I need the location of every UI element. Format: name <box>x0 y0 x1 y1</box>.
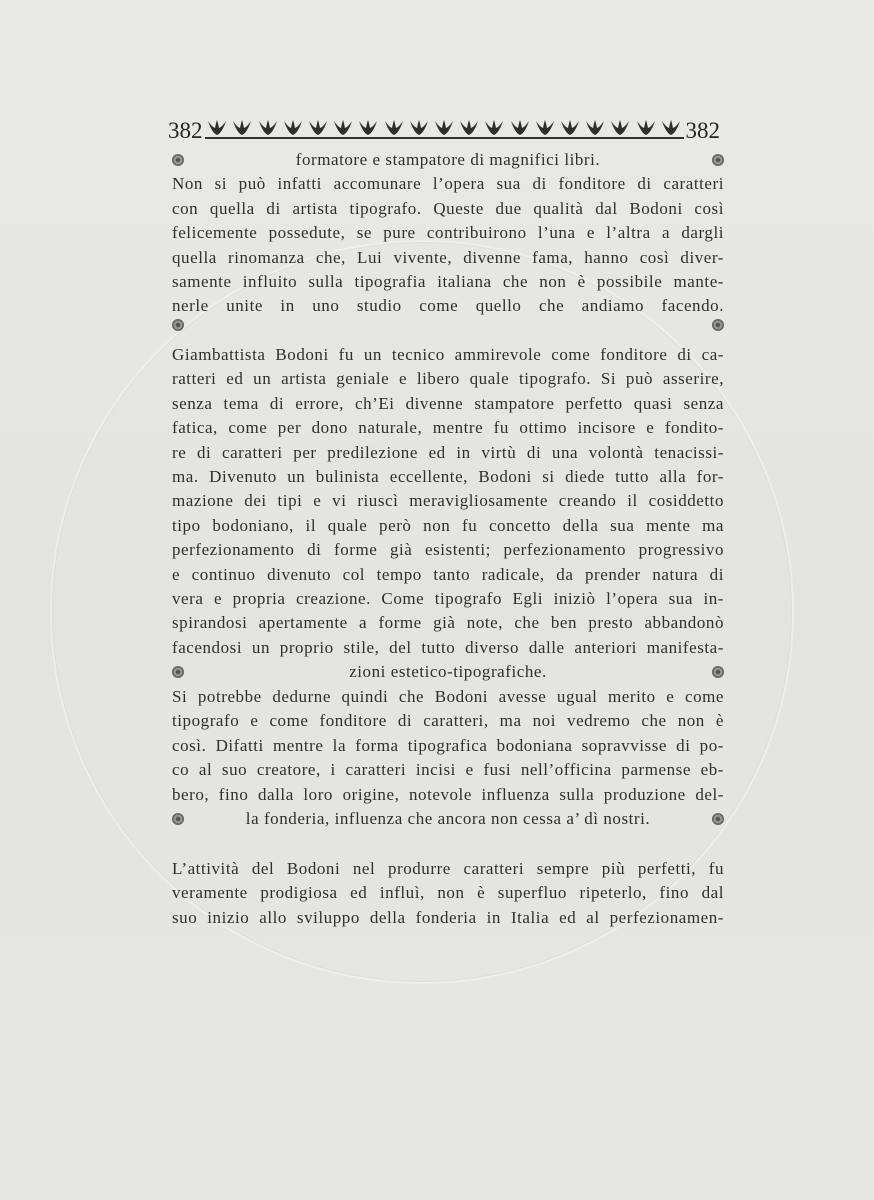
leaf-ornament-icon <box>559 119 581 137</box>
leaf-ornament-icon <box>458 119 480 137</box>
text-line: co al suo creatore, i caratteri incisi e fusi nell’officina parmense eb- <box>172 760 724 780</box>
text-line: nerle unite in uno studio come quello che andiamo facendo. <box>172 296 724 316</box>
text-line: Giambattista Bodoni fu un tecnico ammirevole come fonditore di ca- <box>172 345 724 364</box>
text-line: re di caratteri per predilezione ed in virtù di una volontà tenacissi- <box>172 442 724 462</box>
text-line: Non si può infatti accomunare l’opera sua di fonditore di caratteri <box>172 174 724 194</box>
text-line: tipografo e come fonditore di caratteri, ma noi vedremo che non è <box>172 711 724 731</box>
leaf-ornament-icon <box>660 119 682 137</box>
paragraph-end-line <box>172 319 724 331</box>
leaf-ornament-icon <box>534 119 556 137</box>
leaf-ornament-icon <box>584 119 606 137</box>
text-line: perfezionamento di forme già esistenti; perfezionamento progressivo <box>172 540 724 560</box>
text-line: formatore e stampatore di magnifici libri. <box>295 150 601 169</box>
flower-ornament-icon <box>712 154 724 166</box>
leaf-ornament-icon <box>307 119 329 137</box>
leaf-ornament-icon <box>231 119 253 137</box>
leaf-ornament-icon <box>635 119 657 137</box>
paragraph-2 <box>172 343 724 685</box>
paragraph-end-line <box>172 148 724 172</box>
leaf-ornament-icon <box>483 119 505 137</box>
text-line: tipo bodoniano, il quale però non fu concetto della sua mente ma <box>172 515 724 535</box>
leaf-ornament-icon <box>383 119 405 137</box>
paragraph-1 <box>172 148 724 331</box>
running-header <box>168 113 720 145</box>
page-number-left: 382 <box>168 118 203 143</box>
text-line: samente influito sulla tipografia italiana che non è possibile mante- <box>172 272 724 292</box>
leaf-ornament-icon <box>509 119 531 137</box>
flower-ornament-icon <box>172 813 184 825</box>
leaf-ornament-icon <box>433 119 455 137</box>
text-line: zioni estetico-tipografiche. <box>349 662 547 682</box>
leaf-ornament-icon <box>206 119 228 137</box>
flower-ornament-icon <box>712 813 724 825</box>
leaf-ornament-icon <box>332 119 354 137</box>
flower-ornament-icon <box>712 666 724 678</box>
text-line: suo inizio allo sviluppo della fonderia in Italia ed al perfezionamen- <box>172 907 724 927</box>
text-line: bero, fino dalla loro origine, notevole influenza sulla produzione del- <box>172 784 724 804</box>
leaf-ornament-icon <box>408 119 430 137</box>
paragraph-end-line <box>172 807 724 831</box>
text-line: senza tema di errore, ch’Ei divenne stampatore perfetto quasi senza <box>172 393 724 413</box>
text-line: e continuo divenuto col tempo tanto radicale, da prender natura di <box>172 564 724 584</box>
paragraph-end-line <box>172 660 724 684</box>
text-line: ratteri ed un artista geniale e libero quale tipografo. Si può asserire, <box>172 369 724 389</box>
paragraph-3 <box>172 685 724 831</box>
text-line: veramente prodigiosa ed influì, non è superfluo ripeterlo, fino dal <box>172 883 724 903</box>
paragraph-4 <box>172 857 724 930</box>
text-line: Si potrebbe dedurne quindi che Bodoni avesse ugual merito e come <box>172 687 724 706</box>
leaf-ornament-icon <box>357 119 379 137</box>
text-line: la fonderia, influenza che ancora non cessa a’ dì nostri. <box>245 809 651 829</box>
flower-ornament-icon <box>712 319 724 331</box>
text-line: così. Difatti mentre la forma tipografica bodoniana sopravvisse di po- <box>172 735 724 755</box>
text-line: spirandosi apertamente a forme già note, che ben presto abbandonò <box>172 613 724 633</box>
leaf-ornament-icon <box>609 119 631 137</box>
text-line: con quella di artista tipografo. Queste due qualità dal Bodoni così <box>172 198 724 218</box>
text-line: felicemente possedute, se pure contribuirono l’una e l’altra a dargli <box>172 223 724 243</box>
leaf-ornament-icon <box>282 119 304 137</box>
text-line: fatica, come per dono naturale, mentre fu ottimo incisore e fondito- <box>172 418 724 438</box>
text-line: facendosi un proprio stile, del tutto diverso dalle anteriori manifesta- <box>172 637 724 657</box>
page-number-right: 382 <box>685 118 720 143</box>
text-line: quella rinomanza che, Lui vivente, divenne fama, hanno così diver- <box>172 247 724 267</box>
flower-ornament-icon <box>172 154 184 166</box>
text-line: mazione dei tipi e vi riuscì meravigliosamente creando il cosiddetto <box>172 491 724 511</box>
flower-ornament-icon <box>172 319 184 331</box>
text-line: vera e propria creazione. Come tipografo Egli iniziò l’opera sua in- <box>172 589 724 609</box>
text-line: L’attività del Bodoni nel produrre caratteri sempre più perfetti, fu <box>172 859 724 878</box>
text-line: ma. Divenuto un bulinista eccellente, Bodoni si diede tutto alla for- <box>172 467 724 487</box>
leaf-ornament-icon <box>257 119 279 137</box>
flower-ornament-icon <box>172 666 184 678</box>
decorative-border <box>205 117 684 139</box>
